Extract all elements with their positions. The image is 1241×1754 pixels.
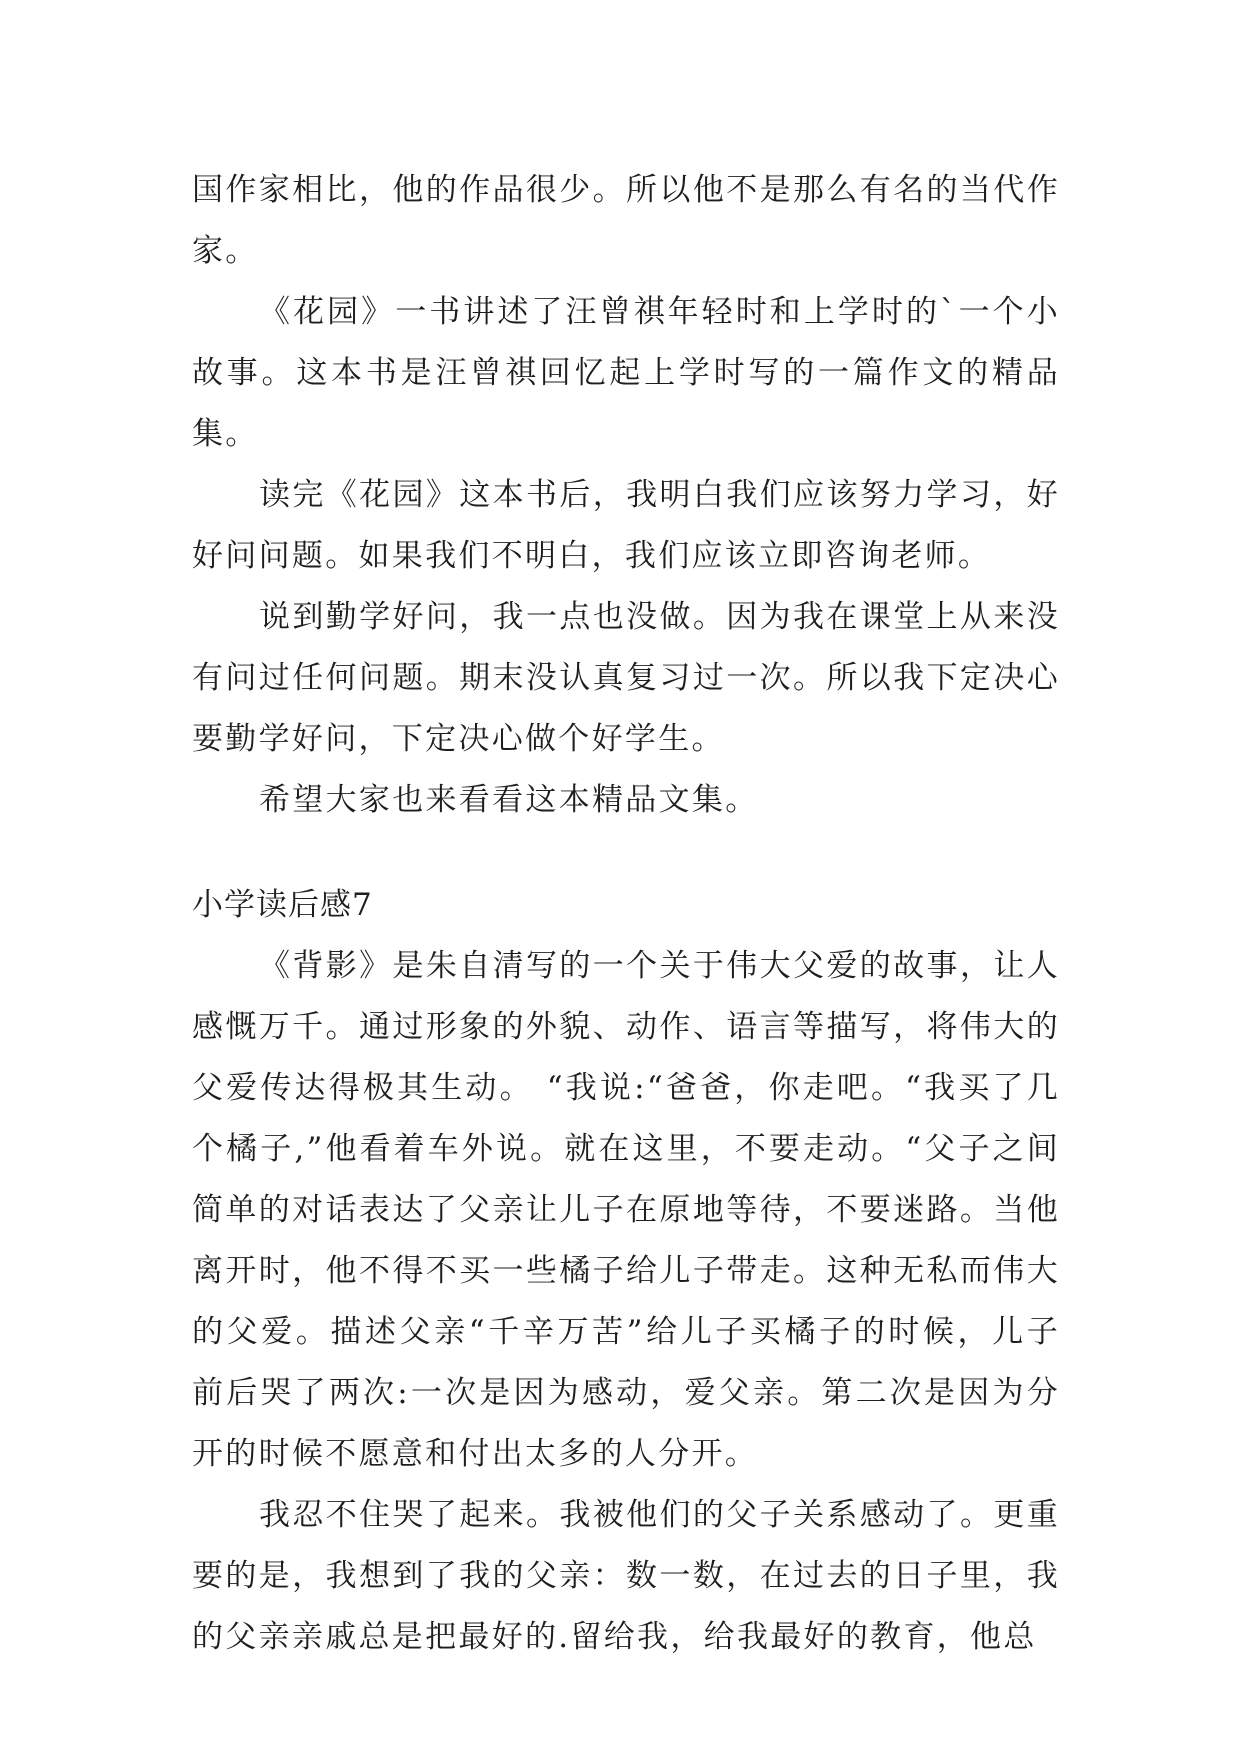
paragraph-back-view-reflection: 我忍不住哭了起来。我被他们的父子关系感动了。更重要的是，我想到了我的父亲：数一数，在过去的日子里，我的父亲亲戚总是把最好的.留给我，给我最好的教育，他总 — [192, 1497, 1060, 1655]
paragraph-garden-lesson: 读完《花园》这本书后，我明白我们应该努力学习，好好问问题。如果我们不明白，我们应该立即咨询老师。 — [192, 477, 1060, 574]
paragraph-back-view-summary: 《背影》是朱自清写的一个关于伟大父爱的故事，让人感慨万千。通过形象的外貌、动作、语言等描写，将伟大的父爱传达得极其生动。 “我说:“爸爸，你走吧。“我买了几个橘子,”他看着车外说。就在这里，不要走动。“父子之间简单的对话表达了父亲让儿子在原地等待，不要迷路。当他离开时，他不得不买一些橘子给儿子带走。这种无私而伟大的父爱。描述父亲“千辛万苦”给儿子买橘子的时候，儿子前后哭了两次:一次是因为感动，爱父亲。第二次是因为分开的时候不愿意和付出太多的人分开。 — [192, 948, 1060, 1472]
document-body — [192, 160, 1060, 1668]
section-spacer — [192, 831, 1060, 875]
paragraph-continuation: 国作家相比，他的作品很少。所以他不是那么有名的当代作家。 — [192, 172, 1060, 269]
paragraph-recommendation: 希望大家也来看看这本精品文集。 — [259, 782, 759, 818]
section-heading: 小学读后感7 — [192, 887, 373, 923]
paragraph-study-resolution: 说到勤学好问，我一点也没做。因为我在课堂上从来没有问过任何问题。期末没认真复习过一次。所以我下定决心要勤学好问，下定决心做个好学生。 — [192, 599, 1060, 757]
paragraph-garden-intro: 《花园》一书讲述了汪曾祺年轻时和上学时的`一个小故事。这本书是汪曾祺回忆起上学时写的一篇作文的精品集。 — [192, 294, 1060, 452]
